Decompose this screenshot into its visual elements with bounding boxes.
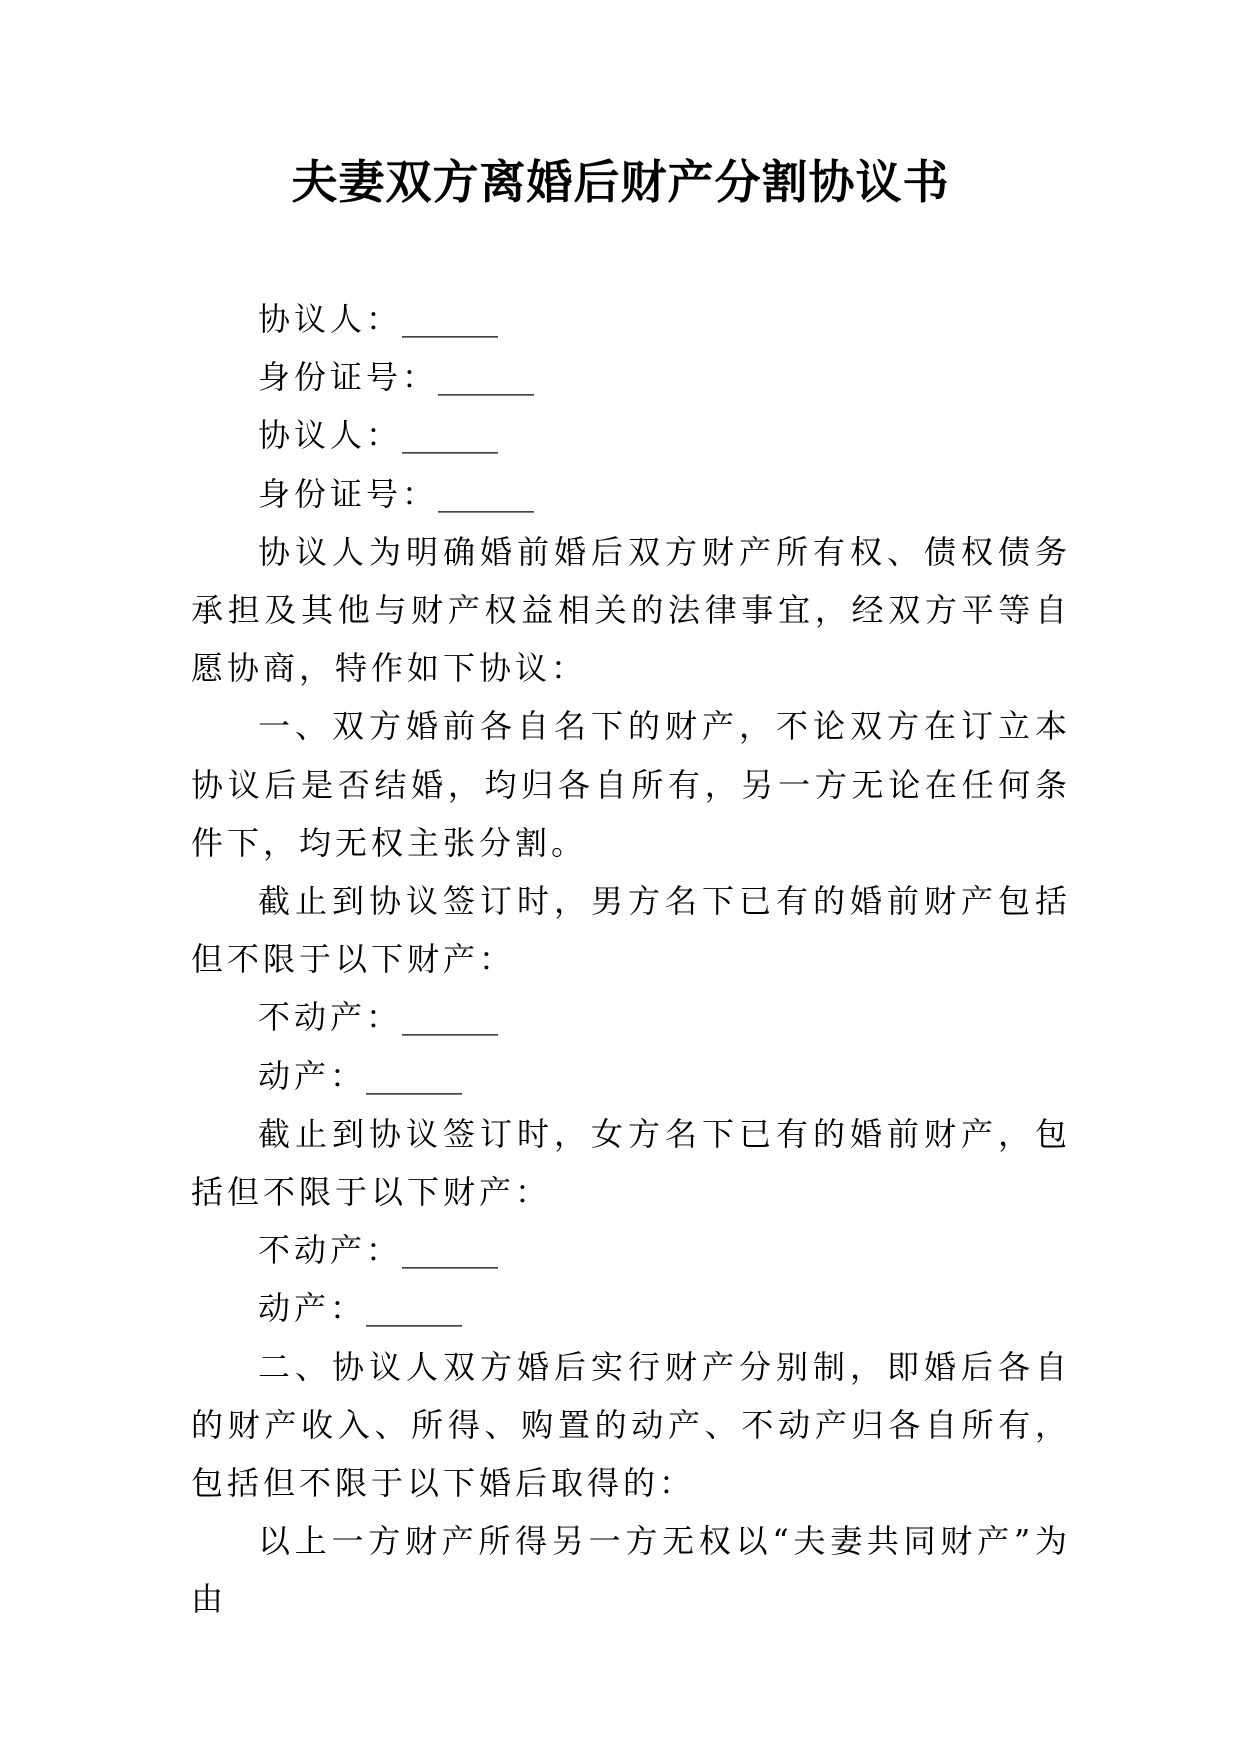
party2-id-label: 身份证号： xyxy=(258,474,439,513)
male-movable-blank: ______ xyxy=(366,1056,463,1095)
party1-id-line xyxy=(191,348,1071,406)
male-real-estate-blank: ______ xyxy=(402,998,499,1037)
male-real-estate-label: 不动产： xyxy=(258,998,403,1037)
party1-line xyxy=(191,290,1071,348)
female-real-estate-blank: ______ xyxy=(402,1231,499,1270)
female-assets-paragraph: 截止到协议签订时，女方名下已有的婚前财产，包括但不限于以下财产： xyxy=(191,1114,1071,1212)
intro-paragraph: 协议人为明确婚前婚后双方财产所有权、债权债务承担及其他与财产权益相关的法律事宜，经双方平等自愿协商，特作如下协议： xyxy=(191,532,1071,688)
clause2-continued-paragraph: 以上一方财产所得另一方无权以“夫妻共同财产”为由 xyxy=(191,1522,1071,1619)
male-movable-line xyxy=(191,1047,1071,1105)
clause1-paragraph: 一、双方婚前各自名下的财产，不论双方在订立本协议后是否结婚，均归各自所有，另一方无论在任何条件下，均无权主张分割。 xyxy=(191,707,1071,862)
document-title: 夫妻双方离婚后财产分割协议书 xyxy=(291,155,950,209)
female-movable-label: 动产： xyxy=(258,1289,367,1328)
female-movable-line xyxy=(191,1279,1071,1337)
female-movable-blank: ______ xyxy=(366,1289,463,1328)
party1-label: 协议人： xyxy=(258,300,403,338)
male-assets-paragraph: 截止到协议签订时，男方名下已有的婚前财产包括但不限于以下财产： xyxy=(191,882,1071,979)
female-real-estate-label: 不动产： xyxy=(258,1231,403,1270)
male-movable-label: 动产： xyxy=(258,1056,367,1095)
party2-label: 协议人： xyxy=(258,416,403,455)
party2-id-line xyxy=(191,465,1071,523)
female-real-estate-line xyxy=(191,1221,1071,1279)
party2-line xyxy=(191,406,1071,464)
party2-id-blank: ______ xyxy=(438,474,535,513)
document-body xyxy=(191,290,1071,1629)
male-real-estate-line xyxy=(191,988,1071,1046)
party1-blank: ______ xyxy=(402,300,499,338)
party2-blank: ______ xyxy=(402,416,499,455)
party1-id-label: 身份证号： xyxy=(258,358,439,397)
clause2-paragraph: 二、协议人双方婚后实行财产分别制，即婚后各自的财产收入、所得、购置的动产、不动产归各自所有，包括但不限于以下婚后取得的： xyxy=(191,1347,1071,1503)
party1-id-blank: ______ xyxy=(438,358,535,397)
